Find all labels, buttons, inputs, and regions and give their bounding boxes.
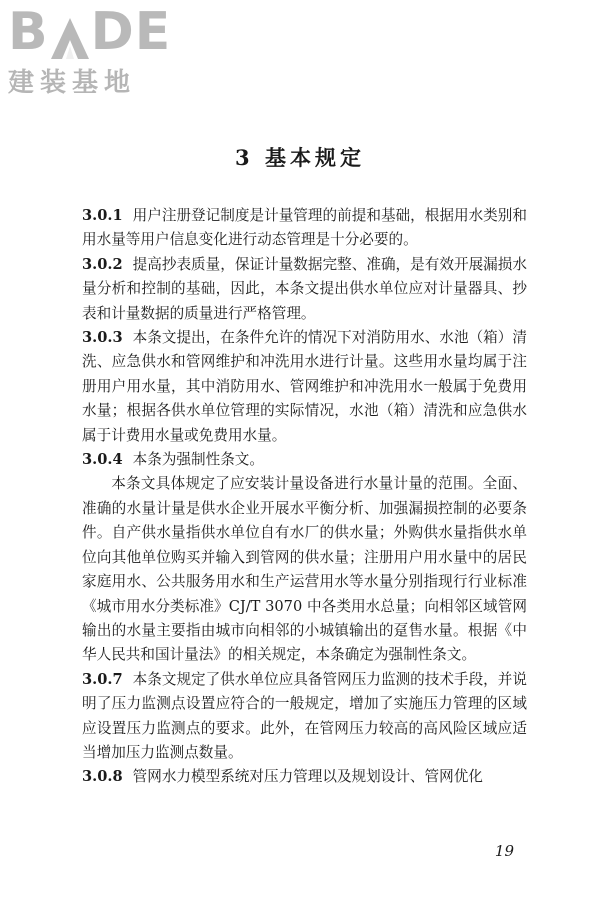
clause-text: 本条文规定了供水单位应具备管网压力监测的技术手段，并说明了压力监测点设置应符合的一般规定，增加了实施压力管理的区域应设置压力监测点的要求。此外，在管网压力较高的高风险区域应适当增加压力监测点数量。 — [82, 670, 527, 761]
logo-a-triangle-icon — [50, 16, 90, 60]
clause-text: 提高抄表质量，保证计量数据完整、准确，是有效开展漏损水量分析和控制的基础，因此，本条文提出供水单位应对计量器具、抄表和计量数据的质量进行严格管理。 — [82, 255, 527, 322]
clause-3-0-4 — [82, 448, 527, 472]
clause-text: 本条文具体规定了应安装计量设备进行水量计量的范围。全面、准确的水量计量是供水企业开展水平衡分析、加强漏损控制的必要条件。自产供水量指供水单位自有水厂的供水量；外购供水量指供水单位向其他单位购买并输入到管网的供水量；注册用户用水量中的居民家庭用水、公共服务用水和生产运营用水等水量分别指现行行业标准《城市用水分类标准》CJ/T 3070 中各类用水总量；向相邻区域管网输出的水量主要指由城市向相邻的小城镇输出的趸售水量。根据《中华人民共和国计量法》的相关规定，本条确定为强制性条文。 — [82, 475, 527, 664]
clause-3-0-8 — [82, 765, 527, 789]
clause-text: 本条为强制性条文。 — [132, 451, 264, 469]
clause-number: 3.0.4 — [82, 451, 123, 469]
clause-3-0-7 — [82, 668, 527, 766]
clause-3-0-1 — [82, 204, 527, 253]
clause-number: 3.0.7 — [82, 670, 123, 688]
clause-3-0-3 — [82, 326, 527, 448]
clause-text: 用户注册登记制度是计量管理的前提和基础，根据用水类别和用水量等用户信息变化进行动态管理是十分必要的。 — [82, 207, 527, 249]
page-number: 19 — [494, 842, 514, 860]
logo-wordmark — [8, 4, 178, 60]
clause-3-0-2 — [82, 253, 527, 326]
logo-subtitle: 建装基地 — [8, 68, 137, 98]
clause-number: 3.0.2 — [82, 255, 123, 273]
logo-letters-b: B — [8, 2, 49, 62]
clause-number: 3.0.3 — [82, 329, 123, 347]
clause-text: 本条文提出，在条件允许的情况下对消防用水、水池（箱）清洗、应急供水和管网维护和冲洗用水进行计量。这些用水量均属于注册用户用水量，其中消防用水、管网维护和冲洗用水一般属于免费用水量；根据各供水单位管理的实际情况，水池（箱）清洗和应急供水属于计费用水量或免费用水量。 — [82, 329, 527, 444]
clause-3-0-4-explanation — [82, 472, 527, 667]
clause-number: 3.0.8 — [82, 768, 123, 786]
logo-letters-de: DE — [90, 2, 172, 62]
document-body — [82, 204, 527, 790]
chapter-title: 3 基本规定 — [235, 145, 365, 170]
clause-text: 管网水力模型系统对压力管理以及规划设计、管网优化 — [132, 768, 483, 786]
clause-number: 3.0.1 — [82, 207, 123, 224]
site-logo — [8, 4, 178, 104]
